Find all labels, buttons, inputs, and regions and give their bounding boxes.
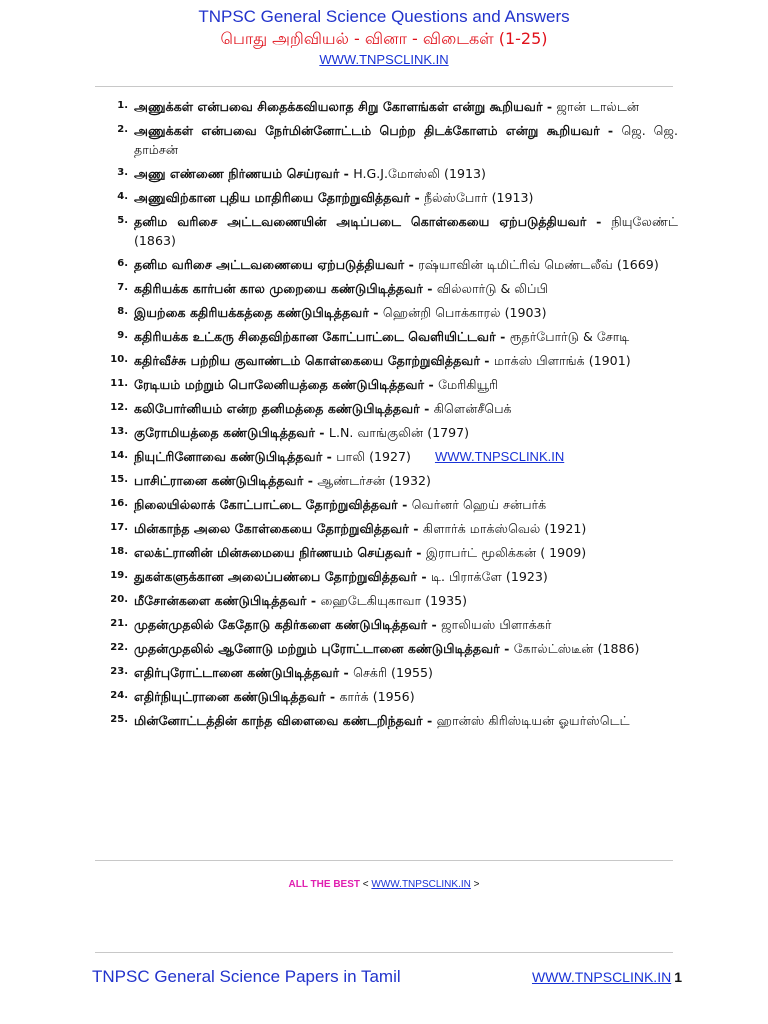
qa-text	[134, 519, 678, 538]
answer-text: நீல்ஸ்போர் (1913)	[424, 190, 534, 205]
answer-text: ஜெ. ஜெ. தாம்சன்	[134, 123, 678, 157]
answer-text: கிளென்சீபெக்	[433, 401, 512, 416]
qa-number: 23.	[110, 666, 128, 677]
header-divider	[95, 86, 673, 87]
answer-text: கிளார்க் மாக்ஸ்வெல் (1921)	[422, 521, 587, 536]
qa-number: 24.	[110, 690, 128, 701]
qa-text	[134, 97, 678, 116]
page-number: 1	[674, 969, 682, 985]
qa-list	[96, 97, 678, 735]
qa-text	[134, 212, 678, 250]
qa-text	[134, 327, 678, 346]
qa-item	[96, 591, 678, 610]
qa-number: 10.	[110, 354, 128, 365]
best-site-link[interactable]: WWW.TNPSCLINK.IN	[371, 879, 471, 890]
qa-text	[134, 255, 678, 274]
qa-item	[96, 615, 678, 634]
answer-text: ரூதர்போர்டு & சோடி	[509, 329, 630, 344]
qa-text	[134, 423, 678, 442]
qa-item	[96, 255, 678, 274]
question-text: எதிர்நியுட்ரானை கண்டுபிடித்தவர் -	[134, 689, 340, 704]
qa-item	[96, 711, 678, 730]
qa-number: 13.	[110, 426, 128, 437]
question-text: அணுவிற்கான புதிய மாதிரியை தோற்றுவித்தவர் -	[134, 190, 425, 205]
qa-number: 4.	[117, 191, 128, 202]
qa-text	[134, 663, 678, 682]
qa-text	[134, 303, 678, 322]
question-text: கதிர்வீச்சு பற்றிய குவாண்டம் கொள்கையை தோற்றுவித்தவர் -	[134, 353, 494, 368]
qa-item	[96, 423, 678, 442]
question-text: நிலையில்லாக் கோட்பாட்டை தோற்றுவித்தவர் -	[134, 497, 412, 512]
qa-number: 3.	[117, 167, 128, 178]
answer-text: மாக்ஸ் பிளாங்க் (1901)	[493, 353, 631, 368]
qa-text	[134, 447, 678, 466]
answer-text: நியுலேண்ட் (1863)	[134, 214, 678, 248]
qa-item	[96, 164, 678, 183]
qa-text	[134, 164, 678, 183]
best-open-bracket: <	[360, 879, 372, 890]
qa-number: 25.	[110, 714, 128, 725]
qa-number: 1.	[117, 100, 128, 111]
answer-text: கோல்ட்ஸ்டீன் (1886)	[513, 641, 640, 656]
answer-text: வில்லார்டு & லிப்பி	[436, 281, 548, 296]
question-text: நியுட்ரினோவை கண்டுபிடித்தவர் -	[134, 449, 337, 464]
answer-text: இராபர்ட் மூலிக்கன் ( 1909)	[425, 545, 587, 560]
page-title: TNPSC General Science Questions and Answers	[198, 7, 570, 26]
qa-number: 19.	[110, 570, 128, 581]
qa-text	[134, 375, 678, 394]
qa-number: 16.	[110, 498, 128, 509]
question-text: தனிம வரிசை அட்டவணையின் அடிப்படை கொள்கையை ஏற்படுத்தியவர் -	[134, 214, 612, 229]
answer-text: ஹைடேகியுகாவா (1935)	[320, 593, 468, 608]
answer-text: ஹென்றி பொக்காரல் (1903)	[382, 305, 547, 320]
qa-item	[96, 303, 678, 322]
page-footer	[92, 965, 682, 989]
qa-item	[96, 447, 678, 466]
answer-text: ஜாலியஸ் பிளாக்கர்	[441, 617, 552, 632]
answer-text: செக்ரி (1955)	[353, 665, 433, 680]
question-text: அணு எண்ணை நிர்ணயம் செய்ரவர் -	[134, 166, 354, 181]
qa-item	[96, 97, 678, 116]
qa-text	[134, 471, 678, 490]
qa-text	[134, 711, 678, 730]
qa-number: 15.	[110, 474, 128, 485]
answer-text: ரஷ்யாவின் டிமிட்ரிவ் மெண்டலீவ் (1669)	[418, 257, 659, 272]
answer-text: பாலி (1927)	[336, 449, 411, 464]
qa-number: 2.	[117, 124, 128, 135]
best-close-bracket: >	[470, 879, 480, 890]
question-text: மின்னோட்டத்தின் காந்த விளைவை கண்டறிந்தவர் -	[134, 713, 437, 728]
page-header	[0, 6, 768, 70]
question-text: பாசிட்ரானை கண்டுபிடித்தவர் -	[134, 473, 318, 488]
qa-number: 22.	[110, 642, 128, 653]
qa-number: 20.	[110, 594, 128, 605]
qa-text	[134, 351, 678, 370]
qa-item	[96, 663, 678, 682]
page-subtitle-tamil: பொது அறிவியல் - வினா - விடைகள் (1-25)	[220, 29, 548, 48]
content-divider	[95, 860, 673, 861]
qa-text	[134, 399, 678, 418]
qa-text	[134, 188, 678, 207]
qa-item	[96, 212, 678, 250]
footer-site-link[interactable]: WWW.TNPSCLINK.IN	[531, 969, 672, 985]
question-text: துகள்களுக்கான அலைப்பண்பை தோற்றுவித்தவர் -	[134, 569, 431, 584]
qa-text	[134, 615, 678, 634]
qa-text	[134, 495, 678, 514]
qa-item	[96, 543, 678, 562]
answer-text: மேரிகியூரி	[438, 377, 499, 392]
question-text: கதிரியக்க கார்பன் கால முறையை கண்டுபிடித்தவர் -	[134, 281, 437, 296]
answer-text: H.G.J.மோஸ்லி (1913)	[353, 166, 486, 181]
question-text: கதிரியக்க உட்கரு சிதைவிற்கான கோட்பாட்டை வெளியிட்டவர் -	[134, 329, 510, 344]
qa-text	[134, 121, 678, 159]
question-text: அணுக்கள் என்பவை சிதைக்கவியலாத சிறு கோளங்கள் என்று கூறியவர் -	[134, 99, 557, 114]
question-text: தனிம வரிசை அட்டவணையை ஏற்படுத்தியவர் -	[134, 257, 419, 272]
qa-item	[96, 687, 678, 706]
qa-text	[134, 639, 678, 658]
question-text: முதன்முதலில் ஆனோடு மற்றும் புரோட்டானை கண்டுபிடித்தவர் -	[134, 641, 514, 656]
qa-item	[96, 567, 678, 586]
qa-text	[134, 687, 678, 706]
question-text: குரோமியத்தை கண்டுபிடித்தவர் -	[134, 425, 329, 440]
qa-text	[134, 567, 678, 586]
answer-text: ஜான் டால்டன்	[556, 99, 640, 114]
question-text: எலக்ட்ரானின் மின்சுமையை நிர்ணயம் செய்தவர் -	[134, 545, 426, 560]
qa-item	[96, 399, 678, 418]
qa-item	[96, 327, 678, 346]
qa-text	[134, 591, 678, 610]
answer-text: கார்க் (1956)	[339, 689, 415, 704]
all-the-best-text: ALL THE BEST	[288, 879, 360, 890]
qa-number: 18.	[110, 546, 128, 557]
qa-number: 8.	[117, 306, 128, 317]
qa-item	[96, 375, 678, 394]
qa-text	[134, 279, 678, 298]
qa-number: 5.	[117, 215, 128, 226]
qa-item	[96, 188, 678, 207]
answer-text: L.N. வாங்குலின் (1797)	[328, 425, 470, 440]
question-text: முதன்முதலில் கேதோடு கதிர்களை கண்டுபிடித்தவர் -	[134, 617, 442, 632]
footer-title: TNPSC General Science Papers in Tamil	[92, 967, 401, 986]
footer-right	[532, 969, 682, 985]
qa-number: 7.	[117, 282, 128, 293]
footer-divider	[95, 952, 673, 953]
qa-item	[96, 639, 678, 658]
qa-item	[96, 351, 678, 370]
answer-text: ஹான்ஸ் கிரிஸ்டியன் ஓயர்ஸ்டெட்	[436, 713, 630, 728]
question-text: கலிபோர்னியம் என்ற தனிமத்தை கண்டுபிடித்தவர் -	[134, 401, 434, 416]
qa-number: 17.	[110, 522, 128, 533]
qa-item	[96, 279, 678, 298]
qa-text	[134, 543, 678, 562]
question-text: ரேடியம் மற்றும் பொலேனியத்தை கண்டுபிடித்தவர் -	[134, 377, 439, 392]
question-text: இயற்கை கதிரியக்கத்தை கண்டுபிடித்தவர் -	[134, 305, 383, 320]
qa-number: 9.	[117, 330, 128, 341]
all-the-best-line	[0, 879, 768, 890]
qa-item	[96, 519, 678, 538]
qa-number: 12.	[110, 402, 128, 413]
qa-number: 11.	[110, 378, 128, 389]
qa-item	[96, 121, 678, 159]
inline-site-link[interactable]: WWW.TNPSCLINK.IN	[434, 449, 565, 464]
question-text: எதிர்புரோட்டானை கண்டுபிடித்தவர் -	[134, 665, 354, 680]
question-text: மின்காந்த அலை கோள்கையை தோற்றுவித்தவர் -	[134, 521, 423, 536]
qa-item	[96, 471, 678, 490]
qa-number: 21.	[110, 618, 128, 629]
question-text: அணுக்கள் என்பவை நேர்மின்னோட்டம் பெற்ற திடக்கோளம் என்று கூறியவர் -	[134, 123, 622, 138]
qa-number: 14.	[110, 450, 128, 461]
qa-item	[96, 495, 678, 514]
answer-text: டி. பிராக்ளே (1923)	[430, 569, 548, 584]
header-site-link[interactable]: WWW.TNPSCLINK.IN	[319, 52, 449, 67]
qa-number: 6.	[117, 258, 128, 269]
question-text: மீசோன்களை கண்டுபிடித்தவர் -	[134, 593, 321, 608]
answer-text: வெர்னர் ஹெய் சன்பர்க்	[411, 497, 547, 512]
answer-text: ஆண்டர்சன் (1932)	[317, 473, 431, 488]
